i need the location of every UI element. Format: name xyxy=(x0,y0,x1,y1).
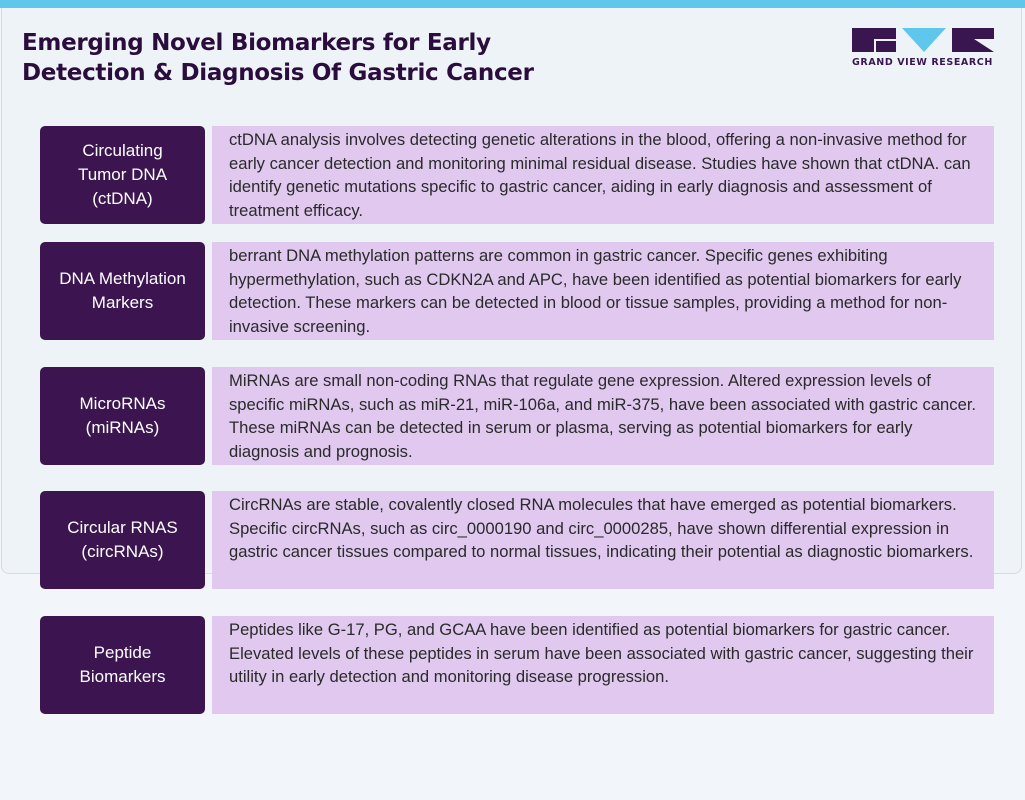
biomarker-row-circrnas xyxy=(40,491,994,589)
biomarker-label: DNA Methylation Markers xyxy=(59,269,186,312)
biomarker-label-box xyxy=(40,242,205,340)
biomarker-description-box xyxy=(212,242,994,340)
title-line-2: Detection & Diagnosis Of Gastric Cancer xyxy=(22,60,534,86)
biomarker-description: Peptides like G-17, PG, and GCAA have been identified as potential biomarkers for gastric cancer. Elevated levels of these peptides in serum have been associated with gastric cancer, suggesting their utility in early detection and monitoring disease progression. xyxy=(229,620,974,687)
biomarker-label-box xyxy=(40,367,205,465)
biomarker-label-box xyxy=(40,126,205,224)
biomarker-row-peptide xyxy=(40,616,994,714)
biomarker-row-dna-methylation xyxy=(40,242,994,340)
biomarker-description: MiRNAs are small non-coding RNAs that regulate gene expression. Altered expression levels of specific miRNAs, such as miR-21, miR-106a, and miR-375, have been associated with gastric cancer. These miRNAs can be detected in serum or plasma, serving as potential biomarkers for early diagnosis and prognosis. xyxy=(229,371,977,461)
logo-mark-icon xyxy=(852,28,994,54)
biomarker-label: Circulating Tumor DNA (ctDNA) xyxy=(77,141,168,208)
biomarker-row-micrornas xyxy=(40,367,994,465)
biomarker-description-box xyxy=(212,491,994,589)
biomarker-description-box xyxy=(212,367,994,465)
biomarker-description: berrant DNA methylation patterns are common in gastric cancer. Specific genes exhibiting hypermethylation, such as CDKN2A and APC, have been identified as potential biomarkers for early detection. These markers can be detected in blood or tissue samples, providing a method for non-invasive screening. xyxy=(229,246,962,336)
logo-text: GRAND VIEW RESEARCH xyxy=(852,57,993,68)
biomarker-label: Circular RNAS (circRNAs) xyxy=(67,518,178,561)
biomarker-label: Peptide Biomarkers xyxy=(79,643,166,686)
biomarker-label-box xyxy=(40,616,205,714)
biomarker-row-ctdna xyxy=(40,126,994,224)
title-line-1: Emerging Novel Biomarkers for Early xyxy=(22,30,491,56)
biomarker-description-box xyxy=(212,616,994,714)
biomarker-description: ctDNA analysis involves detecting genetic alterations in the blood, offering a non-invasive method for early cancer detection and monitoring minimal residual disease. Studies have shown that ctDNA. can identify genetic mutations specific to gastric cancer, aiding in early diagnosis and assessment of treatment efficacy. xyxy=(229,130,971,220)
page-title xyxy=(22,28,534,88)
biomarker-label: MicroRNAs (miRNAs) xyxy=(79,394,166,437)
biomarker-label-box xyxy=(40,491,205,589)
biomarker-description: CircRNAs are stable, covalently closed RNA molecules that have emerged as potential biomarkers. Specific circRNAs, such as circ_0000190 and circ_0000285, have shown differential expression in gastric cancer tissues compared to normal tissues, indicating their potential as diagnostic biomarkers. xyxy=(229,495,974,562)
biomarker-description-box xyxy=(212,126,994,224)
grand-view-research-logo xyxy=(852,28,994,70)
top-accent-bar xyxy=(0,0,1025,8)
